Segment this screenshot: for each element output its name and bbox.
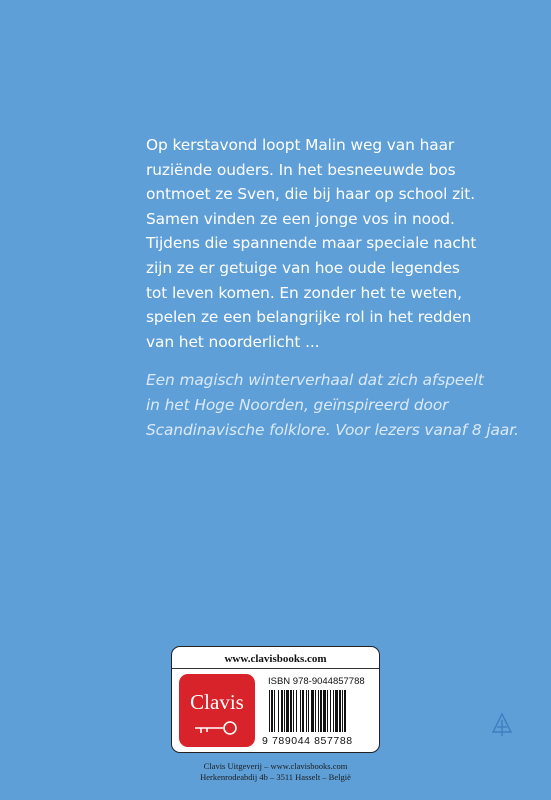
barcode bbox=[268, 690, 374, 734]
barcode-bar bbox=[335, 690, 338, 732]
barcode-bar bbox=[311, 690, 314, 732]
clavis-logo bbox=[179, 674, 255, 747]
barcode-bar bbox=[278, 690, 279, 732]
barcode-bar bbox=[308, 690, 309, 732]
tagline-text bbox=[146, 368, 546, 443]
barcode-bar bbox=[330, 690, 331, 732]
barcode-bar bbox=[296, 690, 297, 732]
website-url: www.clavisbooks.com bbox=[224, 653, 327, 665]
blurb-line: Samen vinden ze een jonge vos in nood. bbox=[146, 209, 455, 228]
blurb-text bbox=[146, 133, 546, 354]
barcode-bar bbox=[300, 690, 301, 732]
blurb-line: Tijdens die spannende maar speciale nacht bbox=[146, 234, 477, 253]
barcode-bar bbox=[339, 690, 341, 732]
address-line: Herkenrodeabdij 4b – 3511 Hasselt – België bbox=[200, 771, 351, 782]
barcode-bar bbox=[306, 690, 307, 732]
blurb-line: spelen ze een belangrijke rol in het redden bbox=[146, 308, 472, 327]
barcode-bar bbox=[323, 690, 326, 732]
blurb-line: ruziënde ouders. In het besneeuwde bos bbox=[146, 160, 456, 179]
barcode-bar bbox=[327, 690, 328, 732]
blurb-line: Op kerstavond loopt Malin weg van haar bbox=[146, 136, 455, 154]
barcode-bar bbox=[284, 690, 285, 732]
barcode-bar bbox=[318, 690, 319, 732]
address-line: Clavis Uitgeverij – www.clavisbooks.com bbox=[203, 761, 348, 771]
barcode-bar bbox=[344, 690, 346, 732]
barcode-bar bbox=[286, 690, 289, 732]
publisher-panel bbox=[171, 646, 380, 753]
barcode-bar bbox=[274, 690, 275, 732]
barcode-bar bbox=[293, 690, 294, 732]
barcode-bar bbox=[333, 690, 334, 732]
barcode-bar bbox=[271, 690, 273, 732]
barcode-bar bbox=[269, 690, 270, 732]
blurb-line: tot leven komen. En zonder het te weten, bbox=[146, 283, 462, 302]
isbn-label: ISBN 978-9044857788 bbox=[268, 676, 365, 687]
tree-glyph-icon bbox=[489, 712, 515, 738]
barcode-digits: 9 789044 857788 bbox=[262, 735, 353, 747]
blurb-line: van het noorderlicht ... bbox=[146, 332, 320, 351]
tagline-line: in het Hoge Noorden, geïnspireerd door bbox=[146, 396, 449, 414]
barcode-bar bbox=[320, 690, 322, 732]
blurb-line: zijn ze er getuige van hoe oude legendes bbox=[146, 258, 460, 277]
key-icon bbox=[193, 721, 241, 737]
barcode-bar bbox=[302, 690, 304, 732]
barcode-bar bbox=[315, 690, 316, 732]
logo-text: Clavis bbox=[190, 690, 244, 714]
barcode-bar bbox=[342, 690, 343, 732]
barcode-bar bbox=[281, 690, 283, 732]
blurb-line: ontmoet ze Sven, die bij haar op school zit. bbox=[146, 185, 475, 204]
tagline-line: Scandinavische folklore. Voor lezers vanaf 8 jaar. bbox=[146, 421, 519, 439]
publisher-address bbox=[171, 761, 380, 782]
panel-divider bbox=[172, 668, 379, 669]
tagline-line: Een magisch winterverhaal dat zich afspeelt bbox=[146, 371, 484, 389]
barcode-bar bbox=[290, 690, 292, 732]
